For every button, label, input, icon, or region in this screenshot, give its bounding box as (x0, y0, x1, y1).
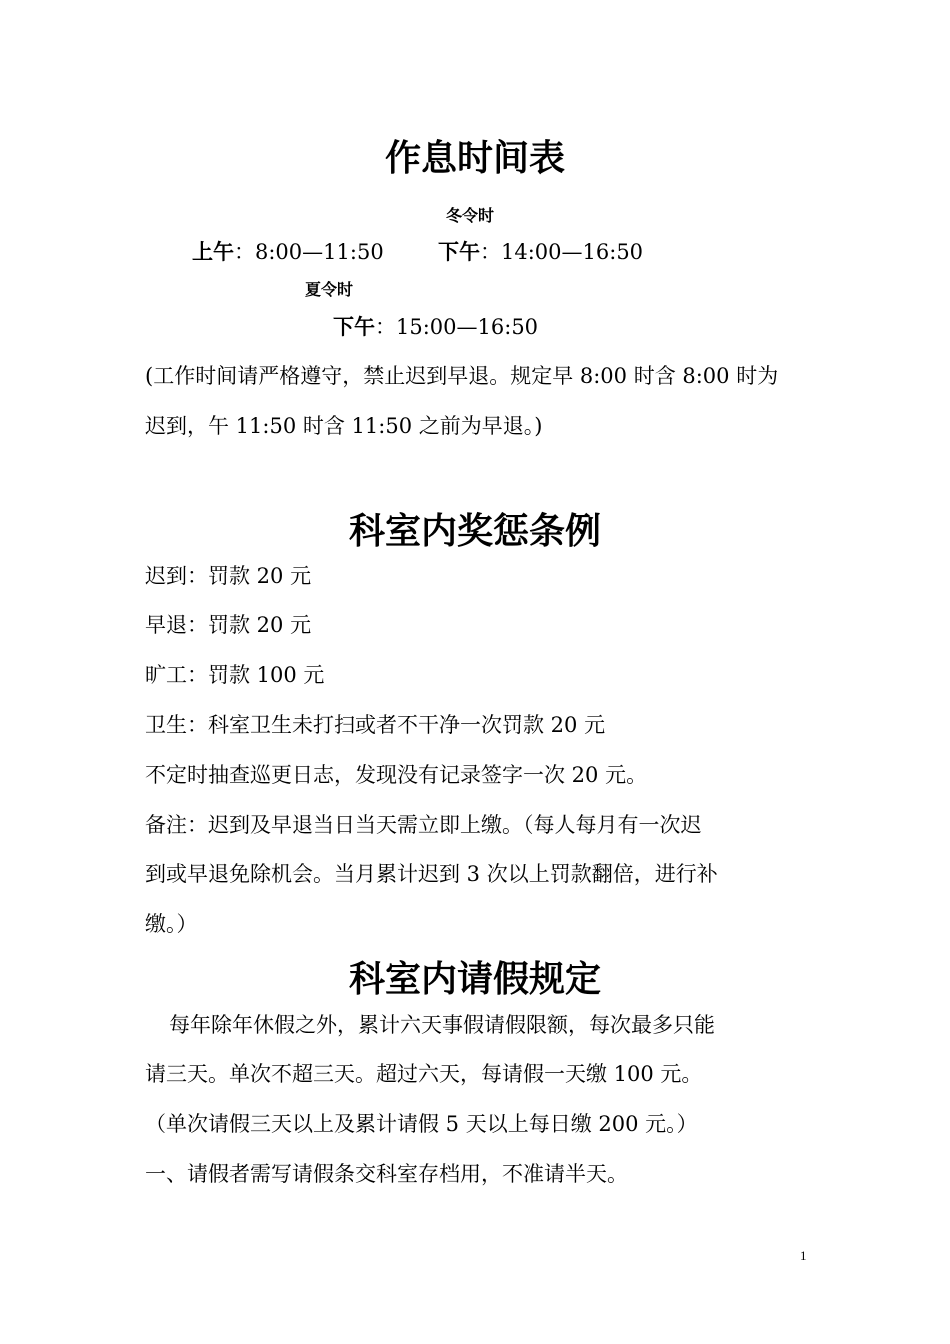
schedule-note-line-2: 迟到，午 11:50 时含 11:50 之前为早退。) (145, 414, 543, 438)
rewards-line: 卫生：科室卫生未打扫或者不干净一次罚款 20 元 (145, 713, 606, 737)
afternoon-time: ：14:00—16:50 (480, 240, 644, 264)
summer-afternoon-time: ：15:00—16:50 (375, 315, 539, 339)
schedule-note-line-1: (工作时间请严格遵守，禁止迟到早退。规定早 8:00 时含 8:00 时为 (145, 364, 779, 388)
leave-line: 一、请假者需写请假条交科室存档用，不准请半天。 (145, 1162, 628, 1186)
rewards-title: 科室内奖惩条例 (348, 511, 601, 552)
leave-line: （单次请假三天以上及累计请假 5 天以上每日缴 200 元。） (145, 1112, 698, 1136)
rewards-line: 迟到：罚款 20 元 (145, 564, 312, 588)
rewards-line: 不定时抽查巡更日志，发现没有记录签字一次 20 元。 (145, 763, 648, 787)
afternoon-label: 下午 (438, 240, 480, 264)
rewards-line: 旷工：罚款 100 元 (145, 663, 325, 687)
leave-title: 科室内请假规定 (348, 959, 601, 1000)
rewards-line: 到或早退免除机会。当月累计迟到 3 次以上罚款翻倍，进行补 (145, 862, 718, 886)
rewards-line: 备注：迟到及早退当日当天需立即上缴。（每人每月有一次迟 (145, 813, 702, 837)
summer-afternoon-label: 下午 (333, 315, 375, 339)
leave-line: 请三天。单次不超三天。超过六天，每请假一天缴 100 元。 (145, 1062, 703, 1086)
rewards-line: 早退：罚款 20 元 (145, 613, 312, 637)
rewards-line: 缴。） (145, 912, 198, 936)
summer-time-label: 夏令时 (305, 280, 354, 299)
winter-morning-hours (192, 236, 384, 266)
morning-time: ：8:00—11:50 (234, 240, 384, 264)
schedule-title: 作息时间表 (384, 138, 565, 179)
leave-line: 每年除年休假之外，累计六天事假请假限额，每次最多只能 (169, 1013, 715, 1037)
page-number: 1 (800, 1248, 807, 1263)
morning-label: 上午 (192, 240, 234, 264)
winter-time-label: 冬令时 (446, 206, 495, 225)
winter-afternoon-hours (438, 236, 643, 266)
summer-afternoon-hours (333, 311, 538, 341)
